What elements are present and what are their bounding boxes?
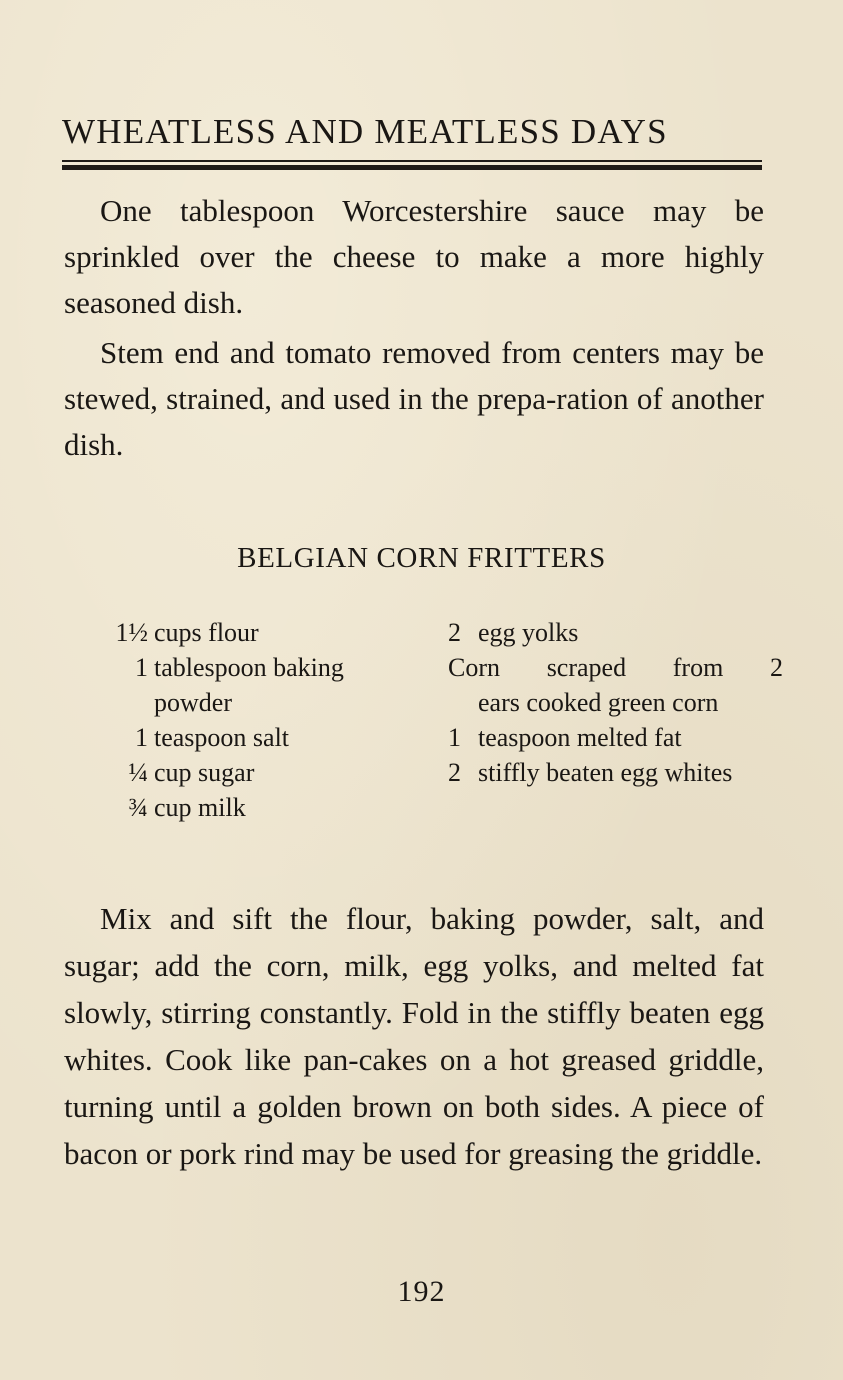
ingredient-quantity: 1 — [448, 723, 461, 752]
ingredient-quantity: 1 — [135, 723, 148, 752]
ingredient-description-continued: ears cooked green corn — [478, 688, 719, 717]
ingredient-description: cup milk — [154, 793, 246, 822]
ingredients-right-column — [448, 615, 783, 790]
ingredient-quantity: 1 — [135, 653, 148, 682]
ingredient-quantity: ¼ — [128, 758, 148, 787]
ingredient-description: cup sugar — [154, 758, 255, 787]
recipe-title: BELGIAN CORN FRITTERS — [237, 542, 606, 574]
ingredient-row — [98, 720, 418, 755]
ingredient-quantity: 2 — [448, 758, 461, 787]
ingredient-description: cups flour — [154, 618, 259, 647]
ingredient-description: teaspoon salt — [154, 723, 290, 752]
running-head-title: WHEATLESS AND MEATLESS DAYS — [62, 112, 668, 151]
intro-paragraph-1: One tablespoon Worcestershire sauce may be sprinkled over the cheese to make a more highly seasoned dish. — [64, 193, 764, 320]
header-rule-thin — [62, 160, 762, 162]
ingredient-description: egg yolks — [478, 618, 579, 647]
ingredient-quantity: 1½ — [115, 618, 148, 647]
ingredient-row — [98, 650, 418, 720]
ingredient-row — [448, 755, 783, 790]
ingredient-row — [98, 615, 418, 650]
ingredient-row — [448, 650, 783, 720]
ingredient-description: teaspoon melted fat — [478, 723, 682, 752]
ingredient-quantity: ¾ — [128, 793, 148, 822]
ingredient-description-block — [448, 650, 783, 720]
ingredient-description: Corn scraped from 2 — [448, 653, 783, 682]
ingredient-description: stiffly beaten egg whites — [478, 758, 733, 787]
recipe-method-paragraph: Mix and sift the flour, baking powder, salt, and sugar; add the corn, milk, egg yolks, and melted fat slowly, stirring constantly. Fold in the stiffly beaten egg whites. Cook like pan-cakes on a hot greased griddle, turning until a golden brown on both sides. A piece of bacon or pork rind may be used for greasing the griddle. — [64, 901, 764, 1171]
ingredients-left-column — [98, 615, 418, 825]
ingredient-quantity: 2 — [448, 618, 461, 647]
ingredient-row — [448, 615, 783, 650]
ingredient-row — [98, 790, 418, 825]
page-number: 192 — [397, 1275, 446, 1308]
intro-paragraph-2: Stem end and tomato removed from centers may be stewed, strained, and used in the prepa-ration of another dish. — [64, 335, 764, 462]
header-rule-thick — [62, 165, 762, 170]
ingredient-row — [448, 720, 783, 755]
ingredient-description: tablespoon baking powder — [154, 653, 344, 717]
ingredient-row — [98, 755, 418, 790]
